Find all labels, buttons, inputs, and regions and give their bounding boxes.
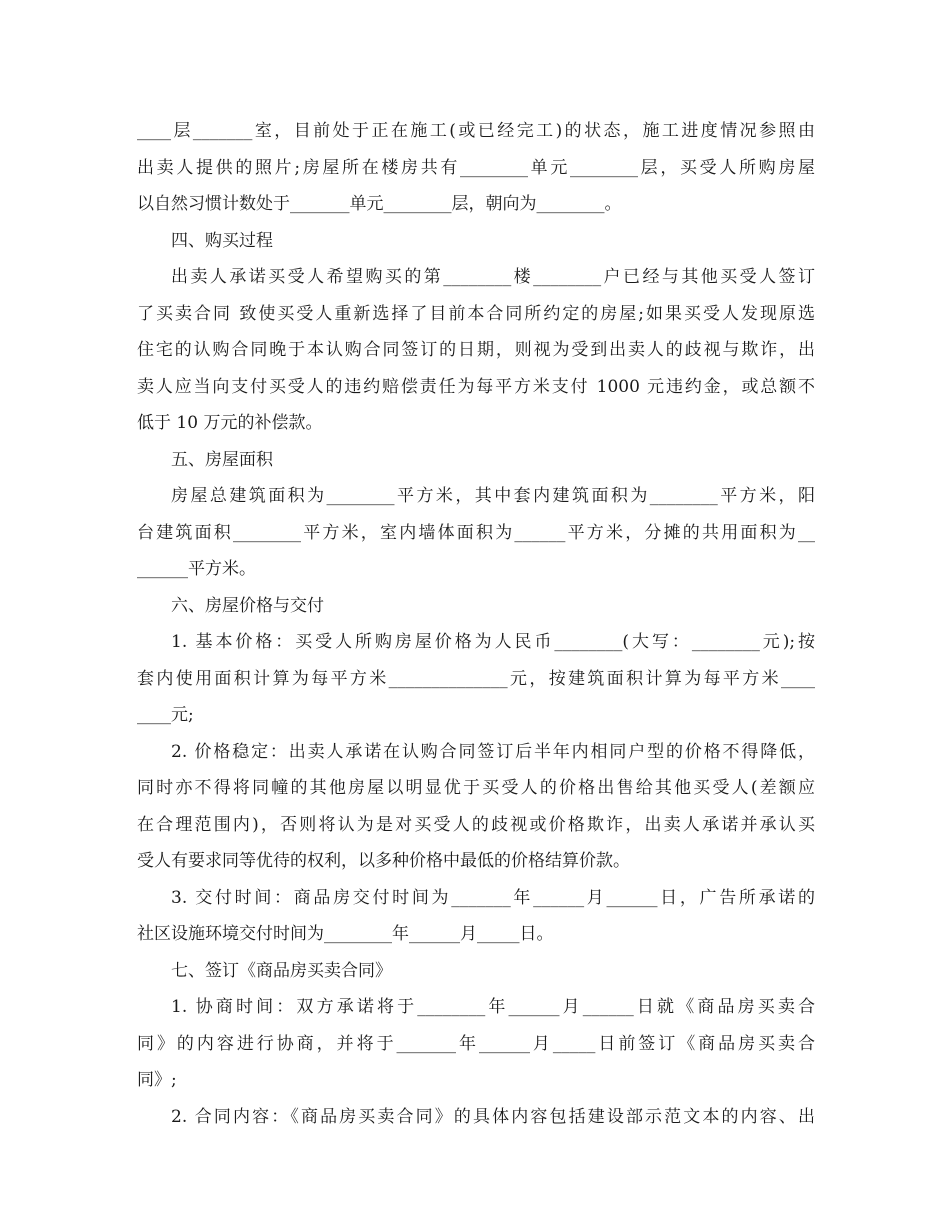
text-line: 2. 价格稳定：出卖人承诺在认购合同签订后半年内相同户型的价格不得降低， — [171, 741, 815, 762]
text-line: 以自然习惯计数处于_______单元________层，朝向为________。 — [137, 194, 622, 214]
text-line: 同》的内容进行协商，并将于_______年______月_____日前签订《商品房买卖合 — [137, 1033, 815, 1054]
text-line: ____元; — [137, 705, 194, 725]
text-line: ______平方米。 — [137, 559, 256, 579]
text-line: 1. 协商时间：双方承诺将于________年______月______日就《商品房买卖合 — [171, 997, 815, 1017]
text-line: 受人有要求同等优待的权利，以多种价格中最低的价格结算价款。 — [137, 851, 630, 871]
text-line: 在合理范围内)，否则将认为是对买受人的歧视或价格欺诈，出卖人承诺并承认买 — [137, 814, 815, 835]
text-line: 出卖人提供的照片;房屋所在楼房共有________单元________层，买受人所购房屋 — [137, 157, 815, 178]
section-heading: 七、签订《商品房买卖合同》 — [171, 960, 392, 981]
text-line: 同时亦不得将同幢的其他房屋以明显优于买受人的价格出售给其他买受人(差额应 — [137, 778, 815, 798]
text-line: 了买卖合同 致使买受人重新选择了目前本合同所约定的房屋;如果买受人发现原选 — [137, 303, 815, 324]
text-line: 2. 合同内容：《商品房买卖合同》的具体内容包括建设部示范文本的内容、出 — [171, 1106, 815, 1127]
text-line: 台建筑面积________平方米，室内墙体面积为______平方米，分摊的共用面积为__ — [137, 522, 815, 543]
text-line: 社区设施环境交付时间为________年______月_____日。 — [137, 924, 554, 944]
section-heading: 五、房屋面积 — [171, 449, 273, 470]
text-line: 住宅的认购合同晚于本认购合同签订的日期，则视为受到出卖人的歧视与欺诈，出 — [137, 340, 815, 360]
text-line: 低于 10 万元的补偿款。 — [137, 413, 323, 433]
text-line: 1. 基本价格：买受人所购房屋价格为人民币________(大写：________元);按 — [171, 632, 815, 652]
text-line: 同》; — [137, 1070, 177, 1090]
section-heading: 六、房屋价格与交付 — [171, 595, 324, 616]
text-line: 3. 交付时间：商品房交付时间为_______年______月______日，广告所承诺的 — [171, 887, 815, 908]
document-page — [137, 113, 815, 1135]
text-line: ____层_______室，目前处于正在施工(或已经完工)的状态，施工进度情况参照由 — [137, 121, 815, 141]
section-heading: 四、购买过程 — [171, 230, 273, 251]
text-line: 出卖人承诺买受人希望购买的第________楼________户已经与其他买受人签订 — [171, 267, 815, 287]
text-line: 卖人应当向支付买受人的违约赔偿责任为每平方米支付 1000 元违约金，或总额不 — [137, 376, 815, 397]
text-line: 房屋总建筑面积为________平方米，其中套内建筑面积为________平方米，阳 — [171, 486, 815, 506]
text-line: 套内使用面积计算为每平方米______________元，按建筑面积计算为每平方米____ — [137, 668, 815, 689]
